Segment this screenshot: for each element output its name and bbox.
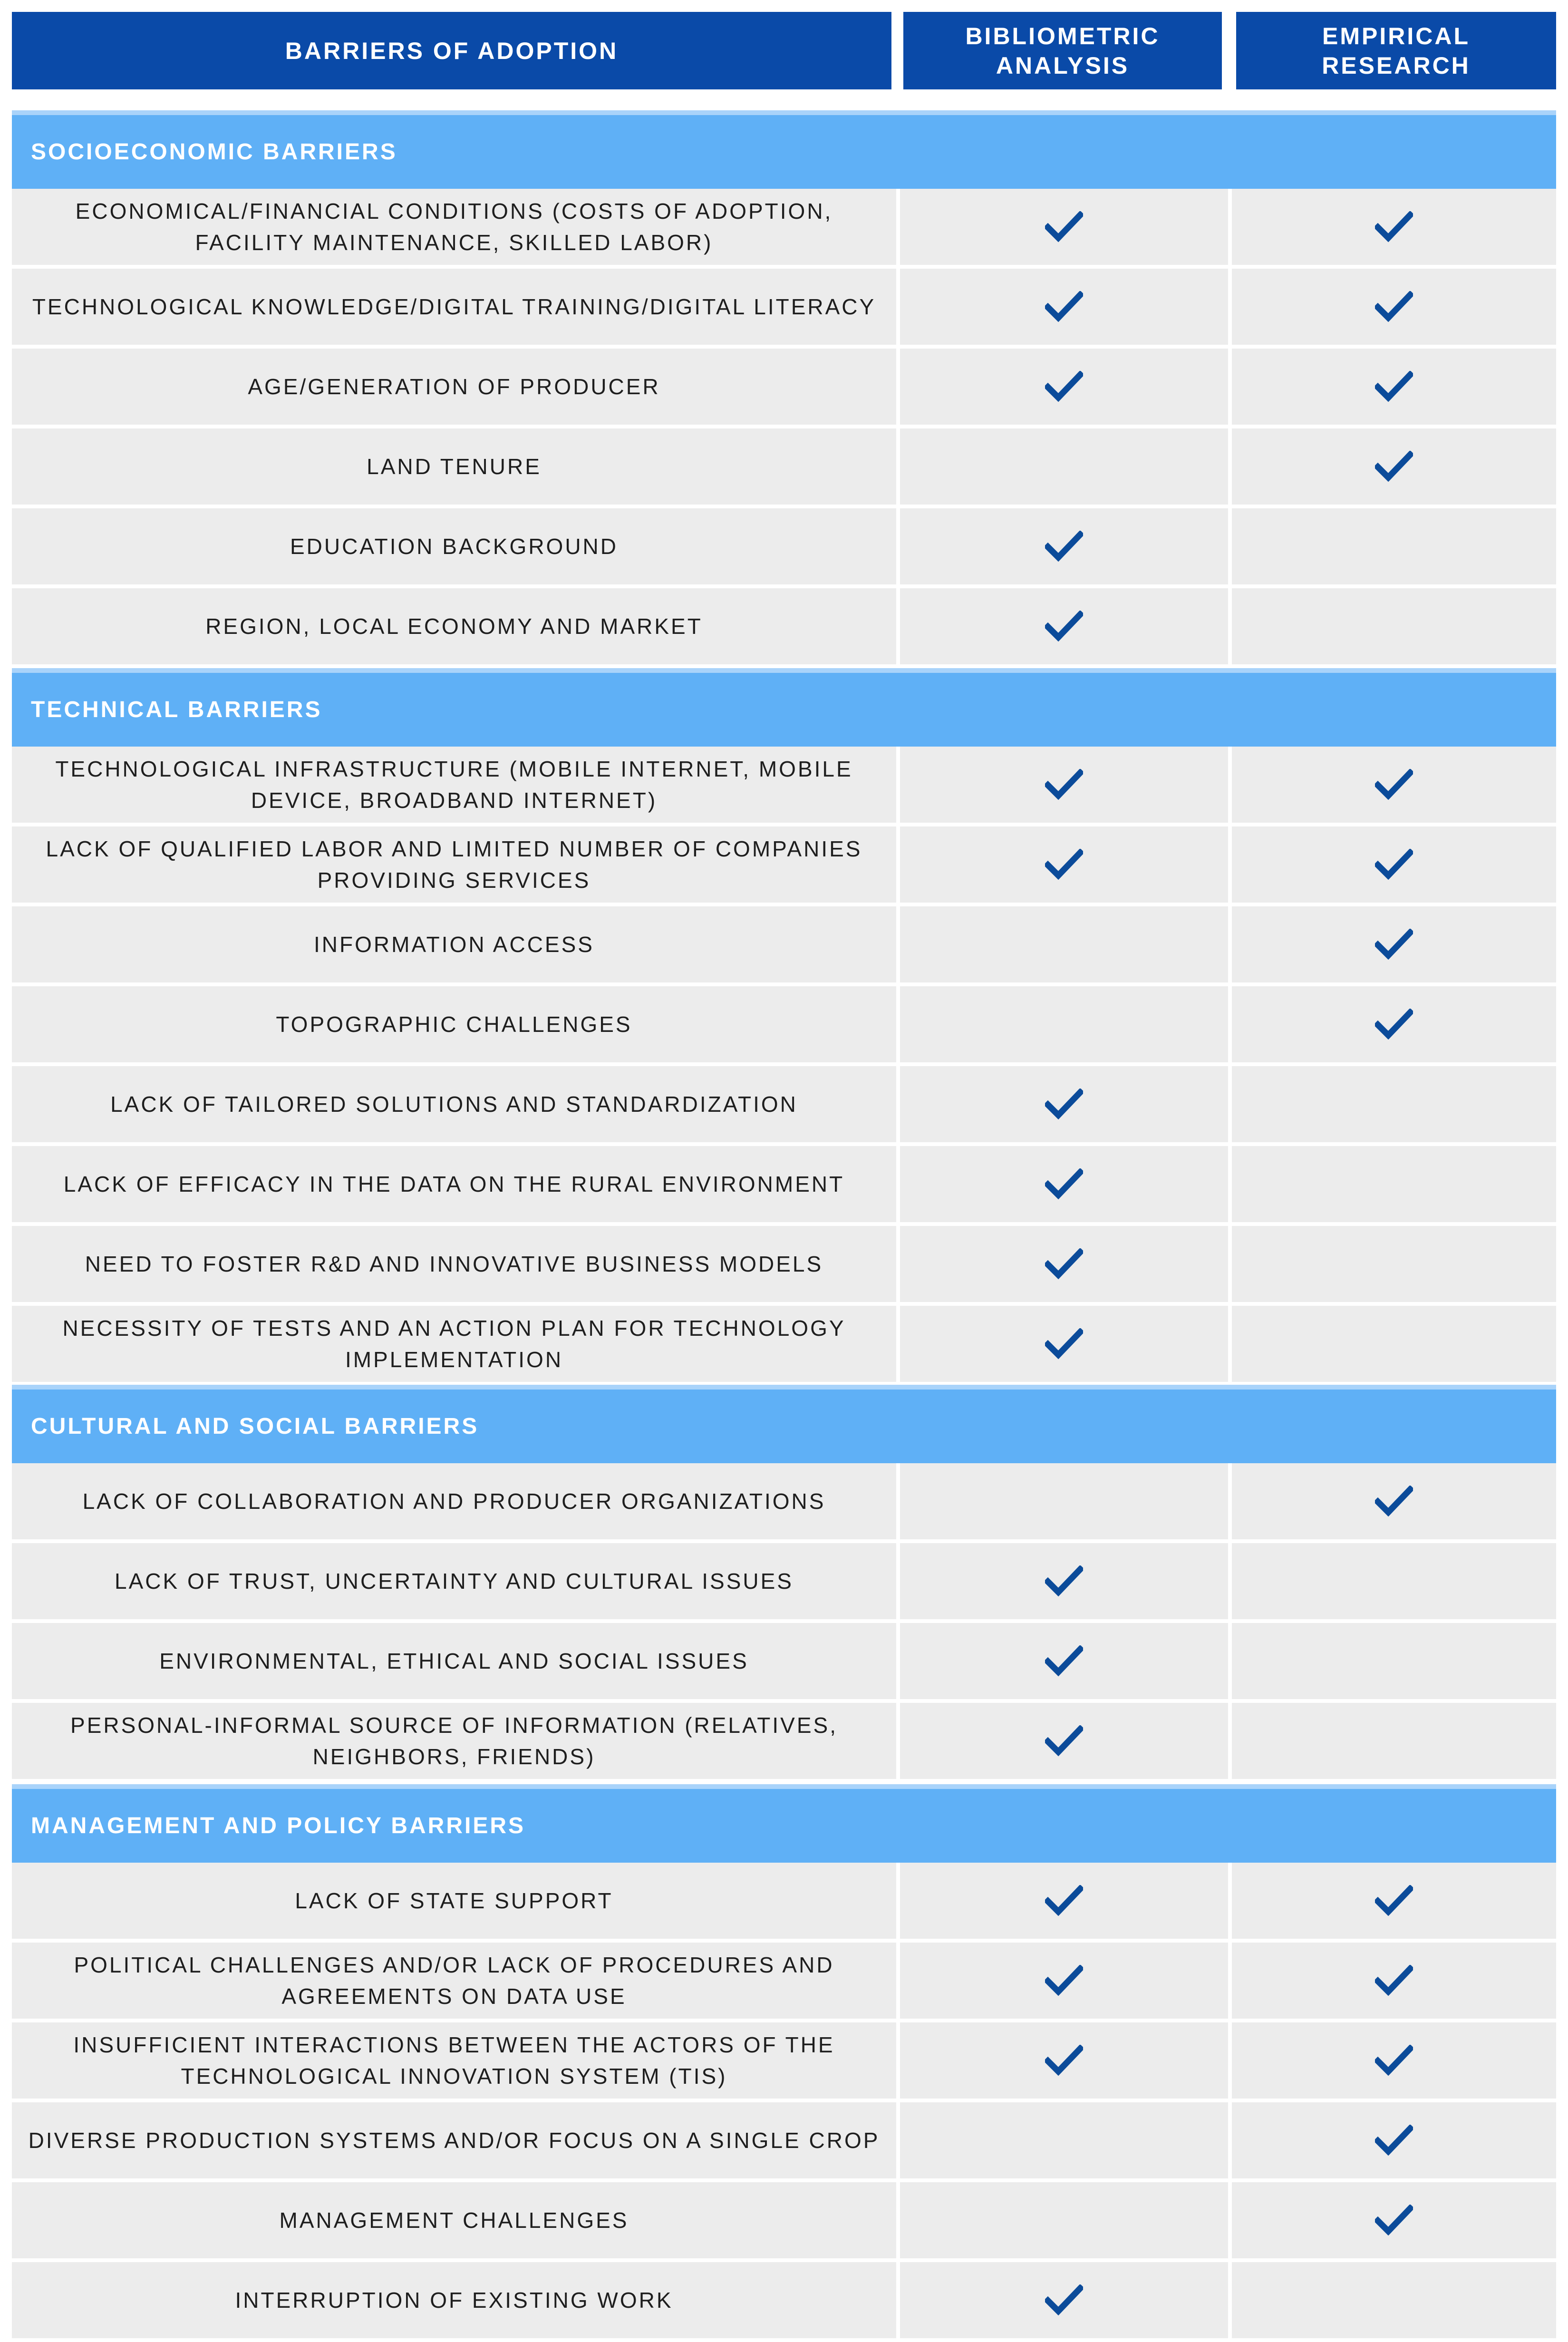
empirical-cell bbox=[1232, 1943, 1556, 2019]
bibliometric-cell bbox=[900, 1066, 1228, 1142]
empirical-cell bbox=[1232, 508, 1556, 584]
checkmark-icon bbox=[1375, 1486, 1413, 1517]
bibliometric-cell bbox=[900, 189, 1228, 265]
barrier-cell bbox=[12, 1146, 896, 1222]
bibliometric-cell bbox=[900, 747, 1228, 823]
bibliometric-cell bbox=[900, 269, 1228, 345]
barrier-label: LACK OF TAILORED SOLUTIONS AND STANDARDIZATION bbox=[110, 1092, 798, 1117]
barrier-label: MANAGEMENT CHALLENGES bbox=[279, 2208, 629, 2233]
bibliometric-cell bbox=[900, 1943, 1228, 2019]
empirical-cell bbox=[1232, 1543, 1556, 1619]
barrier-cell bbox=[12, 189, 896, 265]
barrier-cell bbox=[12, 906, 896, 982]
checkmark-icon bbox=[1375, 1009, 1413, 1040]
section-title: MANAGEMENT AND POLICY BARRIERS bbox=[31, 1813, 526, 1838]
checkmark-icon bbox=[1045, 1645, 1083, 1677]
barrier-label: LACK OF EFFICACY IN THE DATA ON THE RURAL ENVIRONMENT bbox=[63, 1172, 845, 1196]
checkmark-icon bbox=[1045, 1168, 1083, 1200]
empirical-cell bbox=[1232, 2102, 1556, 2178]
table-row bbox=[12, 269, 1556, 349]
checkmark-icon bbox=[1375, 929, 1413, 960]
barrier-cell bbox=[12, 1703, 896, 1779]
barrier-label: TOPOGRAPHIC CHALLENGES bbox=[276, 1012, 632, 1037]
barrier-label: POLITICAL CHALLENGES AND/OR LACK OF PROCEDURES AND AGREEMENTS ON DATA USE bbox=[74, 1953, 834, 2009]
barrier-label: LACK OF QUALIFIED LABOR AND LIMITED NUMBER OF COMPANIES PROVIDING SERVICES bbox=[46, 836, 862, 893]
empirical-cell bbox=[1232, 1306, 1556, 1382]
empirical-cell bbox=[1232, 1066, 1556, 1142]
barrier-label: LACK OF STATE SUPPORT bbox=[295, 1888, 613, 1913]
table-row bbox=[12, 2262, 1556, 2342]
bibliometric-cell bbox=[900, 1543, 1228, 1619]
checkmark-icon bbox=[1375, 211, 1413, 243]
bibliometric-cell bbox=[900, 1226, 1228, 1302]
barrier-cell bbox=[12, 1943, 896, 2019]
table-row bbox=[12, 2022, 1556, 2102]
table-row bbox=[12, 428, 1556, 508]
table-row bbox=[12, 1703, 1556, 1783]
header-barriers-of-adoption: BARRIERS OF ADOPTION bbox=[12, 12, 891, 89]
empirical-cell bbox=[1232, 269, 1556, 345]
empirical-cell bbox=[1232, 2022, 1556, 2099]
checkmark-icon bbox=[1045, 291, 1083, 322]
checkmark-icon bbox=[1045, 2284, 1083, 2316]
checkmark-icon bbox=[1045, 1088, 1083, 1120]
empirical-cell bbox=[1232, 189, 1556, 265]
section-title: SOCIOECONOMIC BARRIERS bbox=[31, 139, 397, 165]
checkmark-icon bbox=[1375, 849, 1413, 880]
section-header bbox=[12, 668, 1556, 747]
empirical-cell bbox=[1232, 428, 1556, 505]
checkmark-icon bbox=[1045, 2045, 1083, 2076]
barrier-cell bbox=[12, 349, 896, 425]
checkmark-icon bbox=[1045, 769, 1083, 800]
table-row bbox=[12, 826, 1556, 906]
barrier-label: REGION, LOCAL ECONOMY AND MARKET bbox=[205, 614, 703, 639]
empirical-cell bbox=[1232, 986, 1556, 1062]
barrier-label: ECONOMICAL/FINANCIAL CONDITIONS (COSTS OF ADOPTION, FACILITY MAINTENANCE, SKILLED LABOR) bbox=[75, 199, 833, 255]
barrier-label: INSUFFICIENT INTERACTIONS BETWEEN THE ACTORS OF THE TECHNOLOGICAL INNOVATION SYSTEM (TIS) bbox=[73, 2032, 835, 2089]
bibliometric-cell bbox=[900, 1146, 1228, 1222]
section-header bbox=[12, 1784, 1556, 1863]
checkmark-icon bbox=[1045, 1565, 1083, 1597]
barrier-cell bbox=[12, 269, 896, 345]
table-row bbox=[12, 1543, 1556, 1623]
barrier-label: NECESSITY OF TESTS AND AN ACTION PLAN FOR TECHNOLOGY IMPLEMENTATION bbox=[62, 1316, 846, 1372]
barrier-label: ENVIRONMENTAL, ETHICAL AND SOCIAL ISSUES bbox=[159, 1649, 749, 1673]
bibliometric-cell bbox=[900, 2262, 1228, 2338]
barrier-label: EDUCATION BACKGROUND bbox=[290, 534, 618, 559]
table-row bbox=[12, 2102, 1556, 2182]
checkmark-icon bbox=[1045, 1328, 1083, 1360]
barrier-label: TECHNOLOGICAL KNOWLEDGE/DIGITAL TRAINING/DIGITAL LITERACY bbox=[32, 294, 876, 319]
bibliometric-cell bbox=[900, 1623, 1228, 1699]
checkmark-icon bbox=[1045, 1725, 1083, 1757]
table-row bbox=[12, 1623, 1556, 1703]
table-row bbox=[12, 508, 1556, 588]
empirical-cell bbox=[1232, 2262, 1556, 2338]
checkmark-icon bbox=[1045, 849, 1083, 880]
barrier-label: DIVERSE PRODUCTION SYSTEMS AND/OR FOCUS ON A SINGLE CROP bbox=[28, 2128, 880, 2153]
barrier-cell bbox=[12, 1306, 896, 1382]
checkmark-icon bbox=[1375, 1965, 1413, 1996]
empirical-cell bbox=[1232, 588, 1556, 664]
empirical-cell bbox=[1232, 1623, 1556, 1699]
barrier-cell bbox=[12, 747, 896, 823]
checkmark-icon bbox=[1375, 769, 1413, 800]
empirical-cell bbox=[1232, 906, 1556, 982]
empirical-cell bbox=[1232, 747, 1556, 823]
checkmark-icon bbox=[1375, 2045, 1413, 2076]
empirical-cell bbox=[1232, 1146, 1556, 1222]
checkmark-icon bbox=[1045, 1885, 1083, 1916]
checkmark-icon bbox=[1045, 371, 1083, 402]
checkmark-icon bbox=[1375, 371, 1413, 402]
barrier-cell bbox=[12, 1623, 896, 1699]
bibliometric-cell bbox=[900, 986, 1228, 1062]
barrier-label: PERSONAL-INFORMAL SOURCE OF INFORMATION (RELATIVES, NEIGHBORS, FRIENDS) bbox=[70, 1713, 838, 1769]
barrier-label: NEED TO FOSTER R&D AND INNOVATIVE BUSINESS MODELS bbox=[85, 1252, 823, 1276]
barrier-label: INFORMATION ACCESS bbox=[314, 932, 594, 957]
checkmark-icon bbox=[1045, 1965, 1083, 1996]
barrier-label: LACK OF TRUST, UNCERTAINTY AND CULTURAL ISSUES bbox=[115, 1569, 794, 1594]
header-bibliometric-label: BIBLIOMETRIC ANALYSIS bbox=[965, 22, 1160, 79]
bibliometric-cell bbox=[900, 2182, 1228, 2258]
bibliometric-cell bbox=[900, 428, 1228, 505]
table-row bbox=[12, 1226, 1556, 1306]
checkmark-icon bbox=[1045, 611, 1083, 642]
barrier-cell bbox=[12, 588, 896, 664]
table-row bbox=[12, 189, 1556, 269]
empirical-cell bbox=[1232, 1463, 1556, 1539]
bibliometric-cell bbox=[900, 1306, 1228, 1382]
empirical-cell bbox=[1232, 349, 1556, 425]
section-header bbox=[12, 110, 1556, 189]
section-title: TECHNICAL BARRIERS bbox=[31, 697, 322, 722]
barrier-cell bbox=[12, 1226, 896, 1302]
barrier-cell bbox=[12, 2102, 896, 2178]
checkmark-icon bbox=[1375, 1885, 1413, 1916]
table-row bbox=[12, 1146, 1556, 1226]
bibliometric-cell bbox=[900, 508, 1228, 584]
table-row bbox=[12, 349, 1556, 428]
table-row bbox=[12, 747, 1556, 826]
table-row bbox=[12, 2182, 1556, 2262]
header-empirical-research: EMPIRICAL RESEARCH bbox=[1236, 12, 1556, 89]
barrier-label: LAND TENURE bbox=[367, 454, 542, 479]
bibliometric-cell bbox=[900, 906, 1228, 982]
barrier-label: AGE/GENERATION OF PRODUCER bbox=[248, 374, 660, 399]
table-row bbox=[12, 1943, 1556, 2022]
checkmark-icon bbox=[1045, 1248, 1083, 1280]
barrier-cell bbox=[12, 428, 896, 505]
bibliometric-cell bbox=[900, 2102, 1228, 2178]
table-row bbox=[12, 1463, 1556, 1543]
checkmark-icon bbox=[1045, 211, 1083, 243]
empirical-cell bbox=[1232, 1863, 1556, 1939]
section-header bbox=[12, 1385, 1556, 1463]
barrier-cell bbox=[12, 1463, 896, 1539]
empirical-cell bbox=[1232, 1226, 1556, 1302]
header-bibliometric-analysis bbox=[903, 12, 1222, 89]
barrier-cell bbox=[12, 1543, 896, 1619]
bibliometric-cell bbox=[900, 1463, 1228, 1539]
empirical-cell bbox=[1232, 1703, 1556, 1779]
barrier-cell bbox=[12, 986, 896, 1062]
barrier-cell bbox=[12, 2182, 896, 2258]
barrier-cell bbox=[12, 508, 896, 584]
bibliometric-cell bbox=[900, 588, 1228, 664]
barrier-cell bbox=[12, 2262, 896, 2338]
bibliometric-cell bbox=[900, 1863, 1228, 1939]
barrier-label: TECHNOLOGICAL INFRASTRUCTURE (MOBILE INTERNET, MOBILE DEVICE, BROADBAND INTERNET) bbox=[55, 757, 853, 813]
table-header bbox=[0, 0, 1568, 95]
barrier-label: LACK OF COLLABORATION AND PRODUCER ORGANIZATIONS bbox=[82, 1489, 826, 1514]
checkmark-icon bbox=[1375, 2205, 1413, 2236]
bibliometric-cell bbox=[900, 826, 1228, 903]
table-row bbox=[12, 1863, 1556, 1943]
bibliometric-cell bbox=[900, 2022, 1228, 2099]
barrier-cell bbox=[12, 1066, 896, 1142]
table-row bbox=[12, 906, 1556, 986]
table-row bbox=[12, 986, 1556, 1066]
empirical-cell bbox=[1232, 2182, 1556, 2258]
barrier-cell bbox=[12, 826, 896, 903]
checkmark-icon bbox=[1045, 531, 1083, 562]
checkmark-icon bbox=[1375, 291, 1413, 322]
table-row bbox=[12, 1306, 1556, 1386]
table-row bbox=[12, 588, 1556, 668]
table-row bbox=[12, 1066, 1556, 1146]
barrier-label: INTERRUPTION OF EXISTING WORK bbox=[235, 2288, 673, 2313]
empirical-cell bbox=[1232, 826, 1556, 903]
section-title: CULTURAL AND SOCIAL BARRIERS bbox=[31, 1414, 479, 1439]
barrier-cell bbox=[12, 1863, 896, 1939]
bibliometric-cell bbox=[900, 349, 1228, 425]
checkmark-icon bbox=[1375, 2125, 1413, 2156]
bibliometric-cell bbox=[900, 1703, 1228, 1779]
checkmark-icon bbox=[1375, 451, 1413, 482]
barrier-cell bbox=[12, 2022, 896, 2099]
